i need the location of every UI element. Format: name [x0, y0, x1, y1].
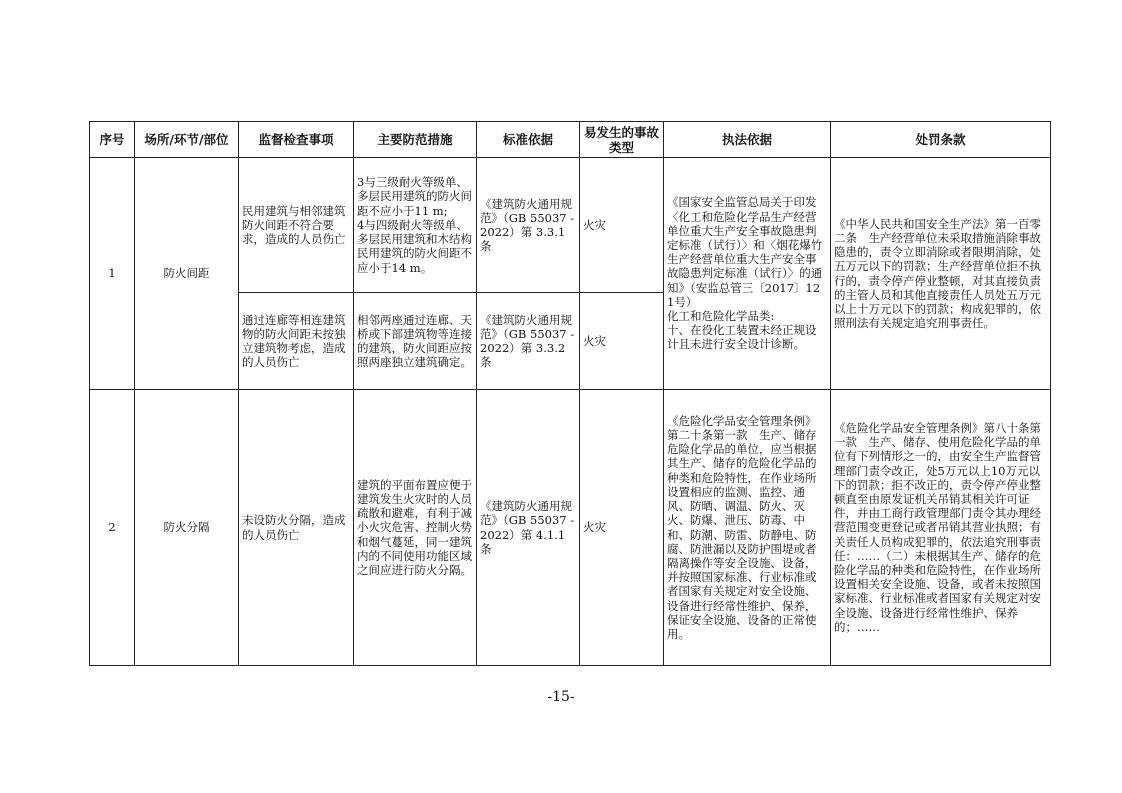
inspection-table	[89, 121, 1051, 666]
page-number: -15-	[547, 689, 575, 705]
accident-type-cell: 火灾	[580, 293, 664, 390]
inspection-item-cell: 通过连廊等相连建筑物的防火间距未按独立建筑物考虑，造成的人员伤亡	[239, 293, 354, 390]
table-row	[90, 158, 1051, 293]
standard-cell: 《建筑防火通用规范》（GB 55037 -2022）第 4.1.1 条	[477, 390, 580, 666]
header-cell-measure: 主要防范措施	[354, 122, 477, 158]
penalty-cell: 《危险化学品安全管理条例》第八十条第一款 生产、储存、使用危险化学品的单位有下列情形之一的，由安全生产监督管理部门责令改正，处5万元以上10万元以下的罚款；拒不改正的，责令停产停业整顿直至由原发证机关吊销其相关许可证件，并由工商行政管理部门责令其办理经营范围变更登记或者吊销其营业执照；有关责任人员构成犯罪的，依法追究刑事责任：……（二）未根据其生产、储存的危险化学品的种类和危险特性，在作业场所设置相关安全设施、设备，或者未按照国家标准、行业标准或者国家有关规定对安全设施、设备进行经常性维护、保养的；……	[831, 390, 1051, 666]
measure-cell: 3与三级耐火等级单、多层民用建筑的防火间距不应小于11 m; 4与四级耐火等级单、多层民用建筑和木结构民用建筑的防火间距不应小于14 m。	[354, 158, 477, 293]
header-cell-law: 执法依据	[664, 122, 831, 158]
header-cell-no: 序号	[90, 122, 135, 158]
standard-cell: 《建筑防火通用规范》（GB 55037 -2022）第 3.3.1 条	[477, 158, 580, 293]
row-number: 2	[90, 390, 135, 666]
table-row	[90, 390, 1051, 666]
inspection-item-cell: 民用建筑与相邻建筑防火间距不符合要求，造成的人员伤亡	[239, 158, 354, 293]
measure-cell: 建筑的平面布置应便于建筑发生火灾时的人员疏散和避难，有利于减小火灾危害、控制火势和烟气蔓延，同一建筑内的不同使用功能区域之间应进行防火分隔。	[354, 390, 477, 666]
law-basis-cell: 《危险化学品安全管理条例》第二十条第一款 生产、储存危险化学品的单位，应当根据其生产、储存的危险化学品的种类和危险特性，在作业场所设置相应的监测、监控、通风、防晒、调温、防火、灭火、防爆、泄压、防毒、中和、防潮、防雷、防静电、防腐、防泄漏以及防护围堤或者隔离操作等安全设施、设备，并按照国家标准、行业标准或者国家有关规定对安全设施、设备进行经常性维护、保养，保证安全设施、设备的正常使用。	[664, 390, 831, 666]
law-basis-cell: 《国家安全监管总局关于印发〈化工和危险化学品生产经营单位重大生产安全事故隐患判定标准（试行）〉和〈烟花爆竹生产经营单位重大生产安全事故隐患判定标准（试行）〉的通知》（安监总管三〔2017〕121号） 化工和危险化学品类: 十、在役化工装置未经正规设计且未进行安全设计诊断。	[664, 158, 831, 390]
accident-type-cell: 火灾	[580, 158, 664, 293]
place-cell: 防火间距	[135, 158, 239, 390]
place-cell: 防火分隔	[135, 390, 239, 666]
header-cell-standard: 标准依据	[477, 122, 580, 158]
header-cell-item: 监督检查事项	[239, 122, 354, 158]
inspection-item-cell: 未设防火分隔，造成的人员伤亡	[239, 390, 354, 666]
header-cell-accident: 易发生的事故类型	[580, 122, 664, 158]
header-row	[90, 122, 1051, 158]
header-cell-place: 场所/环节/部位	[135, 122, 239, 158]
header-cell-penalty: 处罚条款	[831, 122, 1051, 158]
standard-cell: 《建筑防火通用规范》（GB 55037 -2022）第 3.3.2 条	[477, 293, 580, 390]
measure-cell: 相邻两座通过连廊、天桥或下部建筑物等连接的建筑，防火间距应按照两座独立建筑确定。	[354, 293, 477, 390]
penalty-cell: 《中华人民共和国安全生产法》第一百零二条 生产经营单位未采取措施消除事故隐患的，责令立即消除或者限期消除，处五万元以下的罚款；生产经营单位拒不执行的，责令停产停业整顿，对其直接负责的主管人员和其他直接责任人员处五万元以上十万元以下的罚款；构成犯罪的，依照刑法有关规定追究刑事责任。	[831, 158, 1051, 390]
accident-type-cell: 火灾	[580, 390, 664, 666]
row-number: 1	[90, 158, 135, 390]
